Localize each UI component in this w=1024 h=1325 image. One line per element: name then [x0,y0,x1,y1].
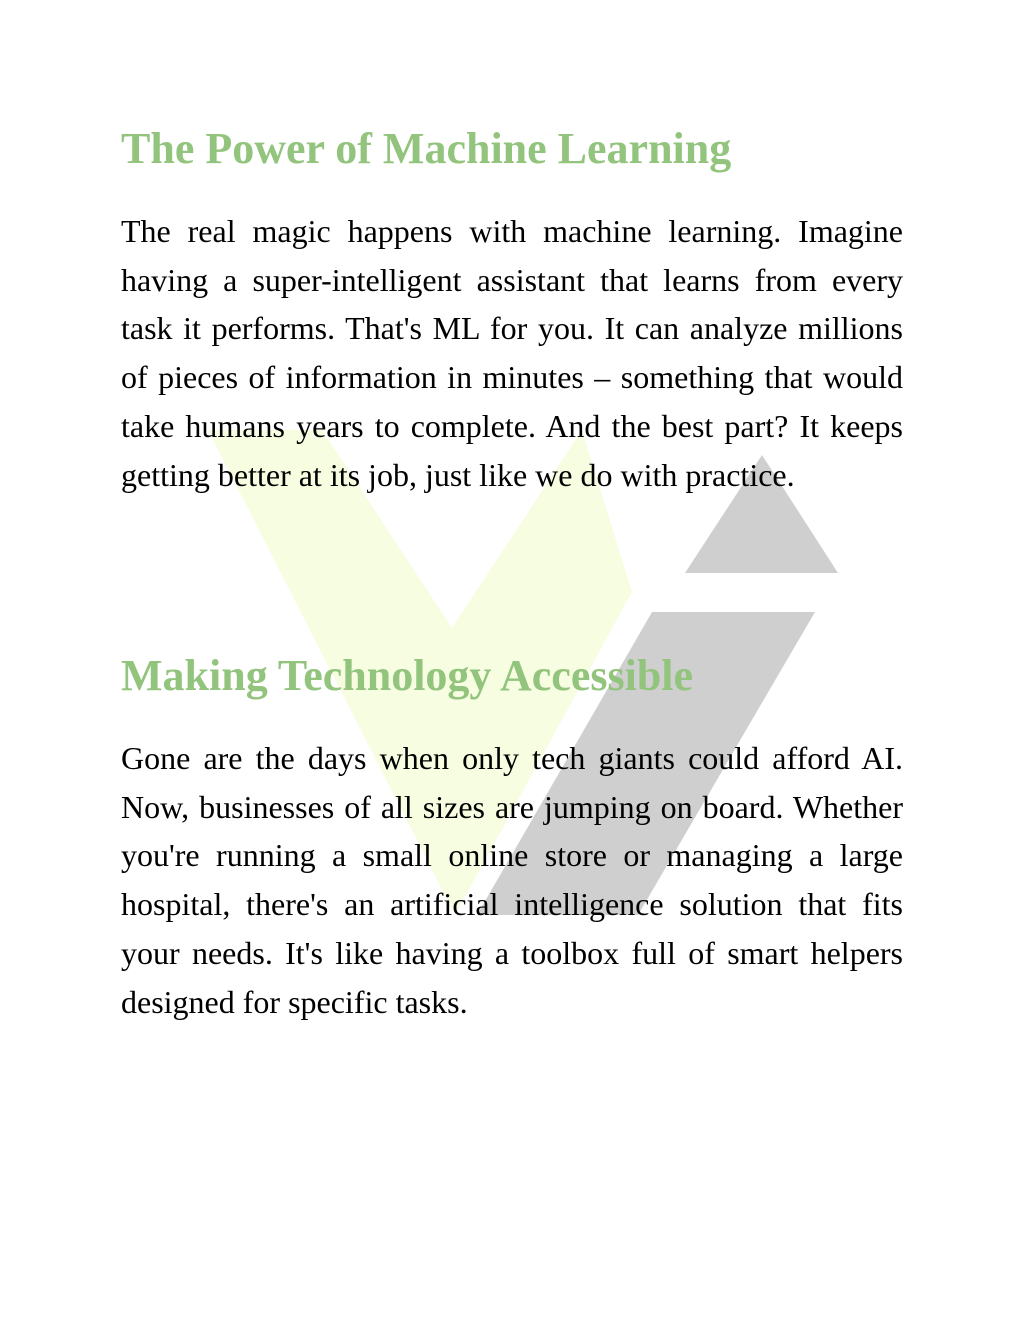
section-body-machine-learning: The real magic happens with machine learning. Imagine having a super-intelligent assistant that learns from every task it performs. That's ML for you. It can analyze millions of pieces of information in minutes – something that would take humans years to complete. And the best part? It keeps getting better at its job, just like we do with practice. [121,213,903,493]
section-heading-technology-accessible: Making Technology Accessible [121,651,694,700]
section-heading-machine-learning: The Power of Machine Learning [121,124,732,173]
section-body-technology-accessible: Gone are the days when only tech giants could afford AI. Now, businesses of all sizes are jumping on board. Whether you're running a small online store or managing a large hospital, there's an artificial intelligence solution that fits your needs. It's like having a toolbox full of smart helpers designed for specific tasks. [121,740,903,1020]
